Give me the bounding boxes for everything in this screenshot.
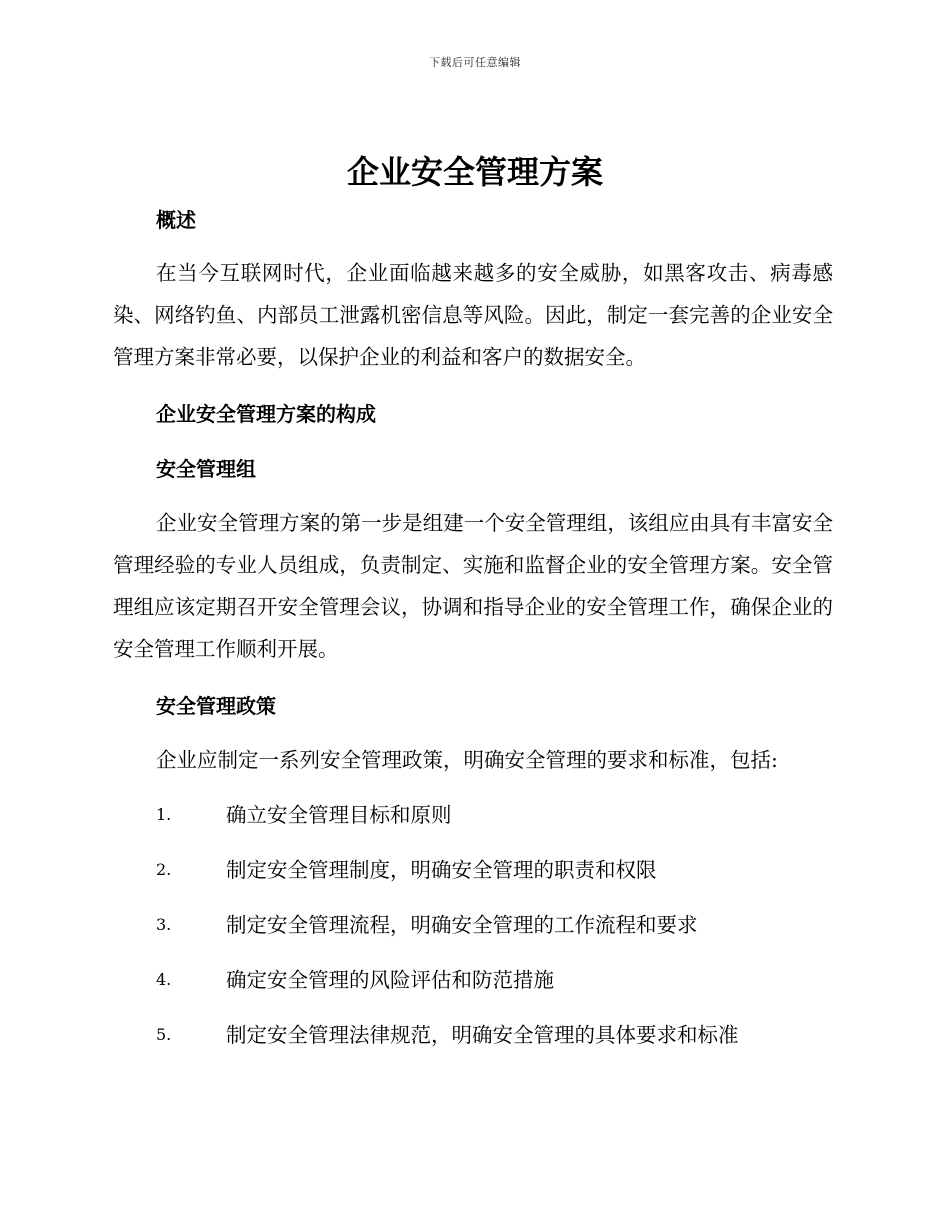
list-item-number: 3. xyxy=(156,915,172,934)
list-item-number: 1. xyxy=(156,805,172,824)
list-item-text: 制定安全管理流程，明确安全管理的工作流程和要求 xyxy=(226,913,698,937)
list-item-number: 2. xyxy=(156,860,172,879)
policy-intro: 企业应制定一系列安全管理政策，明确安全管理的要求和标准，包括: xyxy=(156,748,778,772)
section-heading-policy: 安全管理政策 xyxy=(156,694,276,718)
document-title: 企业安全管理方案 xyxy=(346,153,603,191)
list-item-number: 5. xyxy=(156,1025,172,1044)
list-item-text: 确立安全管理目标和原则 xyxy=(226,803,452,827)
section-heading-overview: 概述 xyxy=(156,208,196,232)
paragraph-team: 企业安全管理方案的第一步是组建一个安全管理组，该组应由具有丰富安全管理经验的专业人员组成，负责制定、实施和监督企业的安全管理方案。安全管理组应该定期召开安全管理会议，协调和指导企业的安全管理工作，确保企业的安全管理工作顺利开展。 xyxy=(113,511,833,661)
paragraph-overview: 在当今互联网时代，企业面临越来越多的安全威胁，如黑客攻击、病毒感染、网络钓鱼、内部员工泄露机密信息等风险。因此，制定一套完善的企业安全管理方案非常必要，以保护企业的利益和客户的数据安全。 xyxy=(113,261,833,369)
list-item-text: 制定安全管理法律规范，明确安全管理的具体要求和标准 xyxy=(226,1023,739,1047)
list-item xyxy=(156,966,856,994)
list-item-number: 4. xyxy=(156,970,172,989)
list-item-text: 确定安全管理的风险评估和防范措施 xyxy=(226,968,554,992)
list-item xyxy=(156,801,856,829)
section-heading-team: 安全管理组 xyxy=(156,457,256,481)
list-item xyxy=(156,856,856,884)
list-item xyxy=(156,911,856,939)
list-item-text: 制定安全管理制度，明确安全管理的职责和权限 xyxy=(226,858,657,882)
header-note: 下载后可任意编辑 xyxy=(429,56,521,69)
list-item xyxy=(156,1021,856,1049)
section-heading-composition: 企业安全管理方案的构成 xyxy=(156,402,376,426)
